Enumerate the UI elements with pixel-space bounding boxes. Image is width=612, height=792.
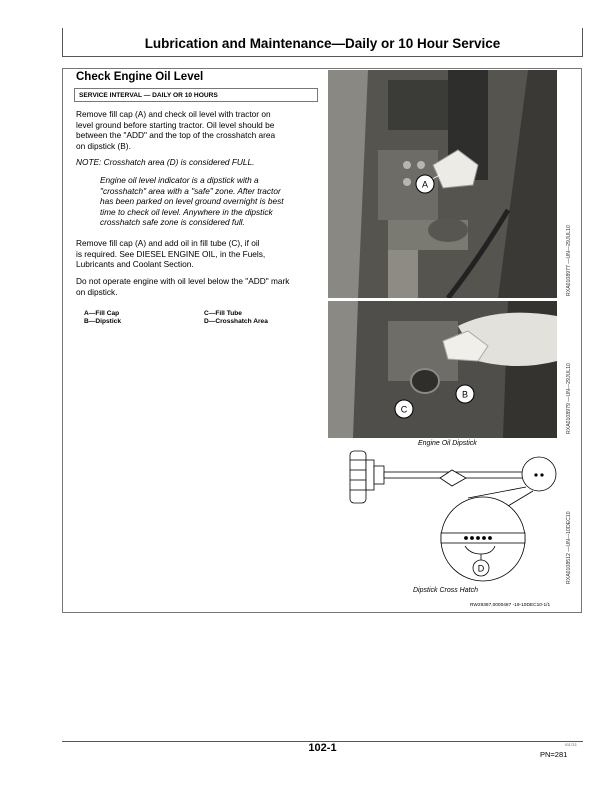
dipstick-reference: RXA0108512 —UN—10DEC10 [566,511,572,584]
photo-fill-cap-drawing [328,70,557,298]
photo-dipstick-drawing [328,301,557,438]
callout-b: B [461,389,469,400]
footer-code: 011713 [565,743,577,747]
page-number: 102-1 [308,742,337,754]
note-text: NOTE: Crosshatch area (D) is considered FULL. [76,157,255,167]
photo1-reference: RXA0108977 —UN—29JUL10 [566,225,572,296]
page-title: Lubrication and Maintenance—Daily or 10 Hour Service [144,36,501,51]
paragraph-add-oil: Remove fill cap (A) and add oil in fill tube (C), if oil is required. See DIESEL ENGINE OIL, in the Fuels, Lubricants and Coolant Section. [76,238,266,270]
callout-c: C [400,404,408,415]
caption-engine-oil-dipstick: Engine Oil Dipstick [418,440,477,447]
legend-fill-cap: A—Fill Cap [84,310,120,317]
section-title: Check Engine Oil Level [76,71,204,83]
paragraph-warning: Do not operate engine with oil level below the "ADD" mark on dipstick. [76,276,290,297]
note-detail: Engine oil level indicator is a dipstick with a "crosshatch" area with a "safe" zone. After tractor has been parked on level ground overnight is best time to check oil level. Anywhere in the dipstick crosshatch safe zone is considered full. [100,175,284,228]
page-pn: PN=281 [540,750,568,759]
photo-dipstick [328,301,557,438]
header-bottom-rule [62,56,583,57]
legend-crosshatch-area: D—Crosshatch Area [204,318,268,325]
callout-d: D [477,563,485,574]
legend-fill-tube: C—Fill Tube [204,310,242,317]
dipstick-drawing [328,446,558,586]
photo-fill-cap [328,70,557,298]
legend-dipstick: B—Dipstick [84,318,122,325]
document-reference: RW29387,0000487 -19-10DEC10-1/1 [470,603,551,608]
service-interval-box: SERVICE INTERVAL — DAILY OR 10 HOURS [74,88,318,102]
caption-dipstick-cross-hatch: Dipstick Cross Hatch [413,587,478,594]
callout-a: A [421,179,429,190]
paragraph-check-level: Remove fill cap (A) and check oil level with tractor on level ground before starting tractor. Oil level should be between the "ADD" and the top of the crosshatch area on dipstick (B). [76,109,276,151]
photo2-reference: RXA0108979 —UN—29JUL10 [566,363,572,434]
